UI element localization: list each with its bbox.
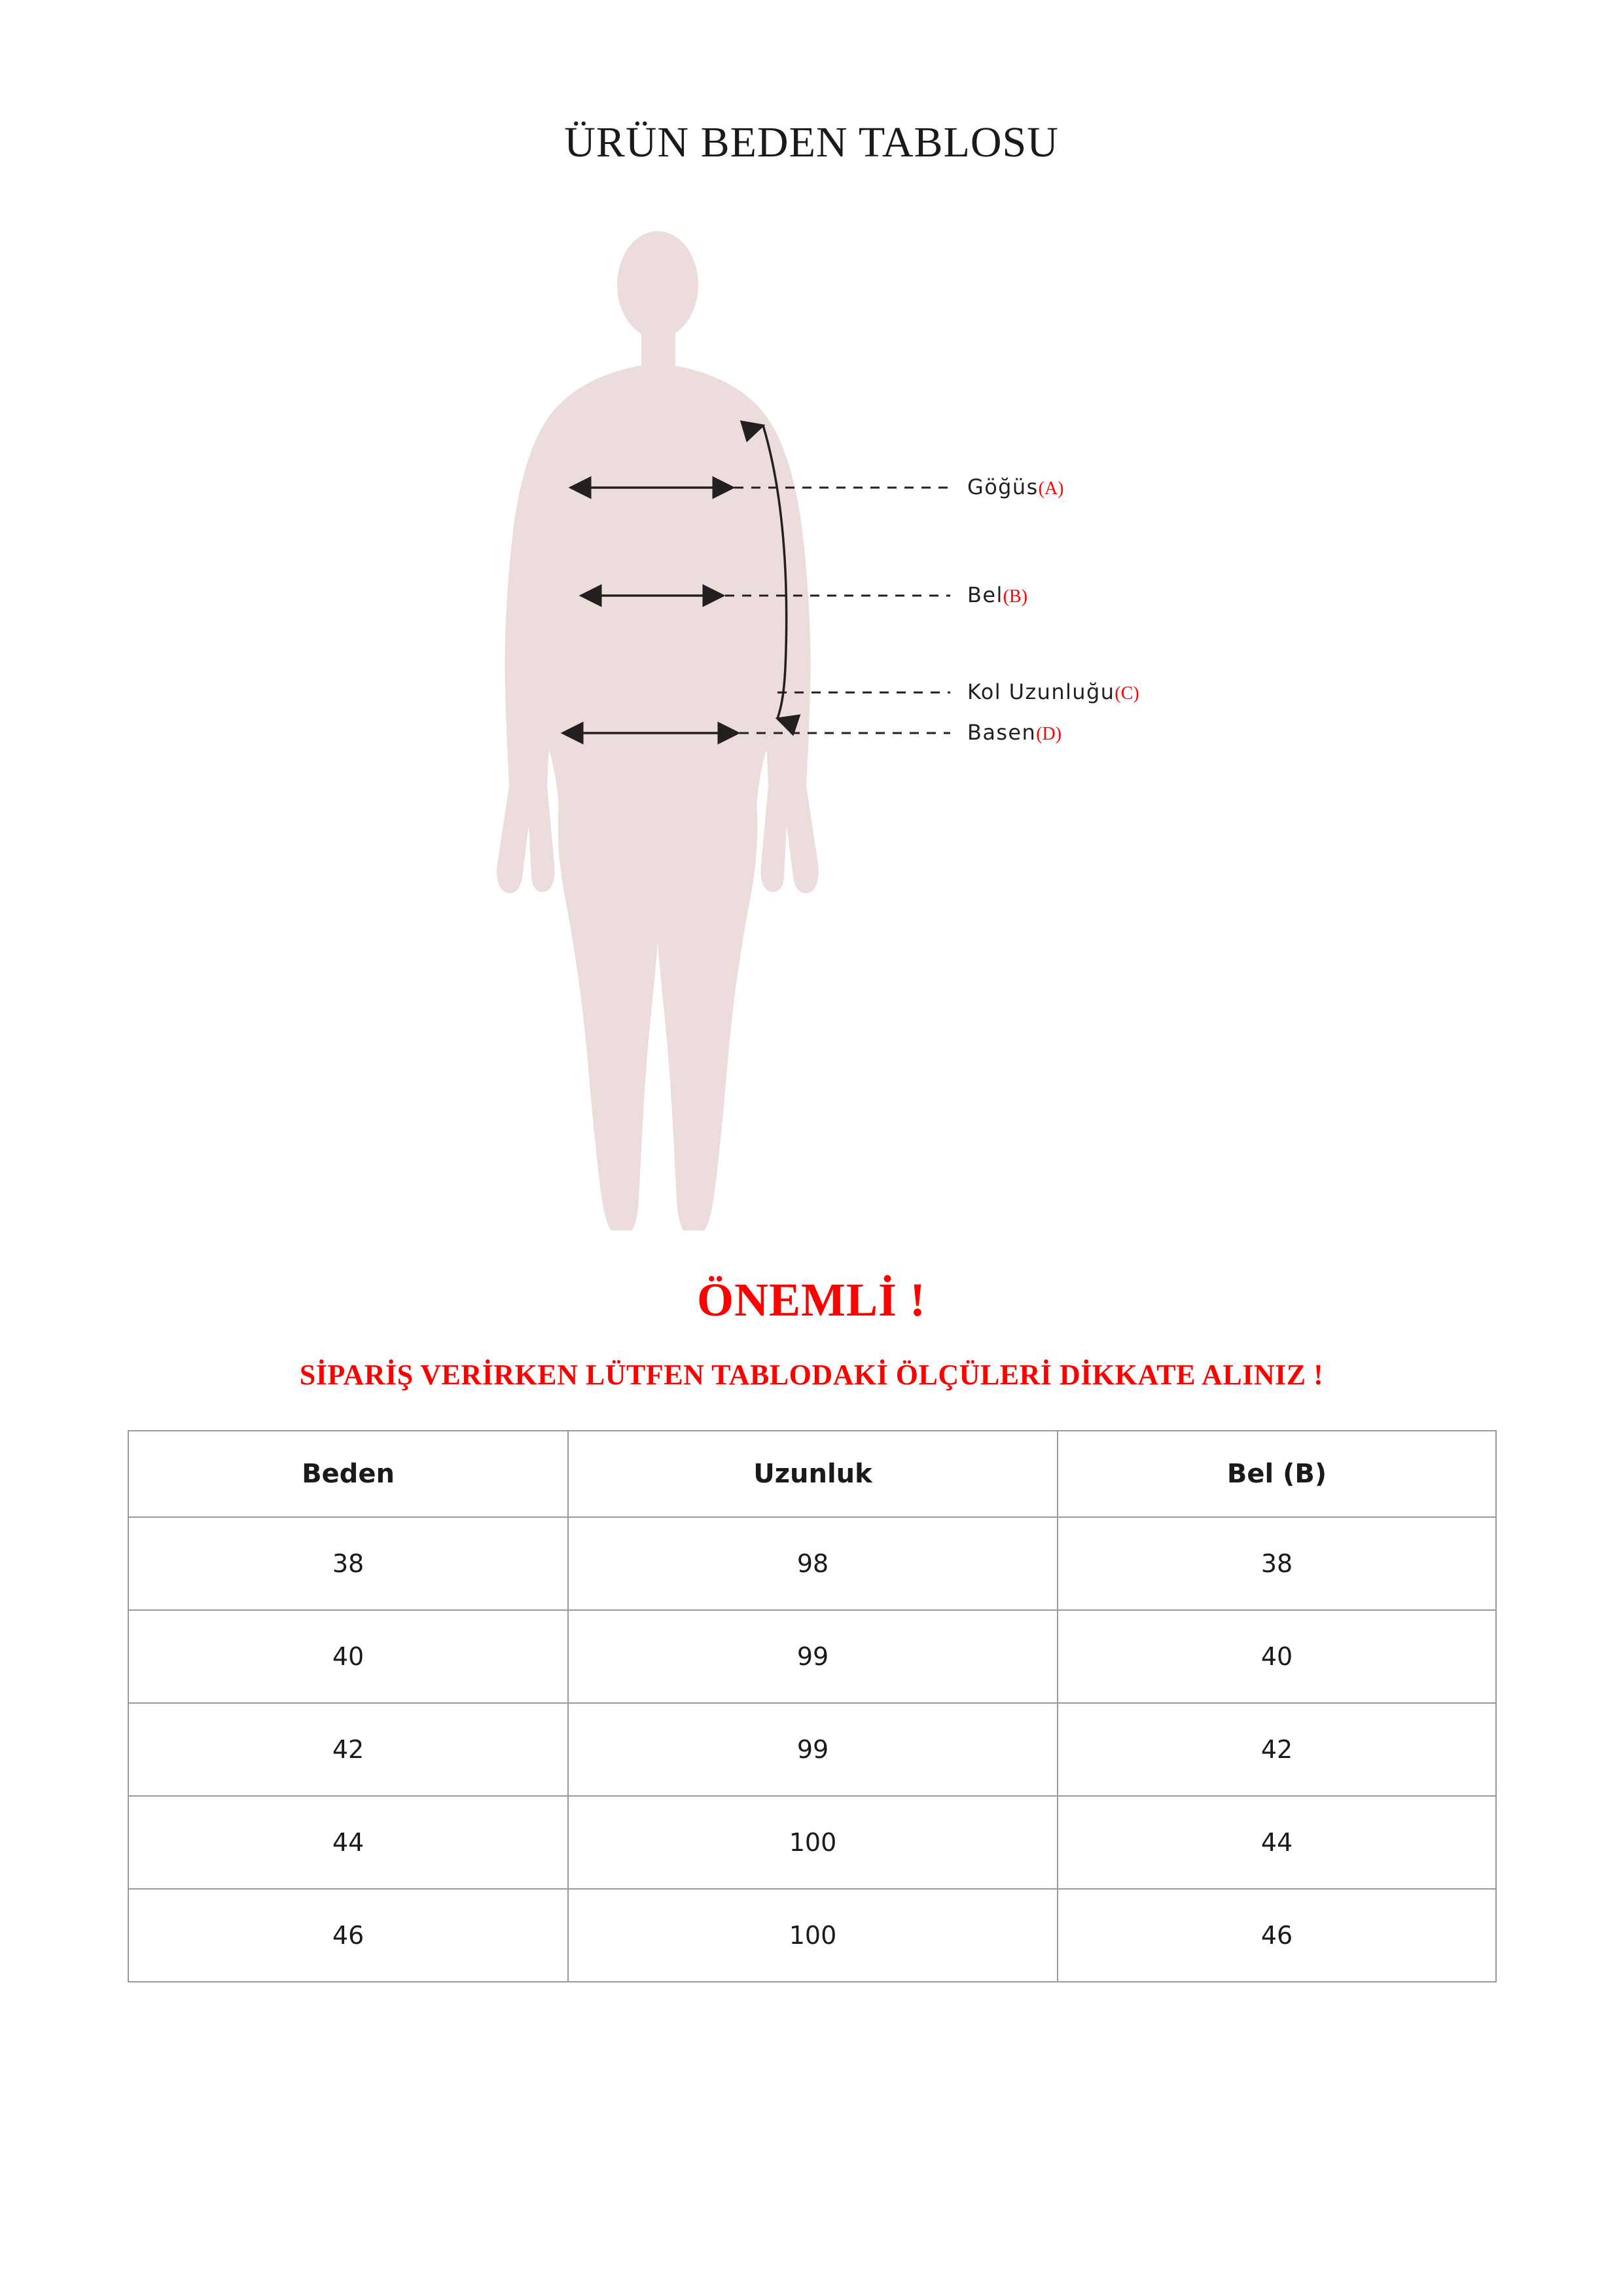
column-header-beden: Beden xyxy=(128,1431,568,1517)
label-basen-code: (D) xyxy=(1036,724,1062,744)
label-kol-uzunlugu-text: Kol Uzunluğu xyxy=(967,679,1115,704)
cell-uzunluk: 99 xyxy=(568,1703,1058,1796)
label-bel-text: Bel xyxy=(967,583,1003,607)
cell-uzunluk: 99 xyxy=(568,1610,1058,1703)
warning-headline: ÖNEMLİ ! xyxy=(697,1274,926,1326)
cell-beden: 46 xyxy=(128,1889,568,1982)
cell-bel: 40 xyxy=(1058,1610,1496,1703)
cell-bel: 38 xyxy=(1058,1517,1496,1610)
table-header-row xyxy=(128,1431,1496,1517)
table-row xyxy=(128,1517,1496,1610)
label-basen xyxy=(967,720,1061,745)
label-kol-uzunlugu xyxy=(967,679,1139,704)
label-kol-uzunlugu-code: (C) xyxy=(1115,683,1139,704)
warning-subline: SİPARİŞ VERİRKEN LÜTFEN TABLODAKİ ÖLÇÜLERİ DİKKATE ALINIZ ! xyxy=(299,1359,1324,1391)
label-gogus xyxy=(967,475,1064,499)
female-body-silhouette xyxy=(497,231,819,1230)
column-header-uzunluk: Uzunluk xyxy=(568,1431,1058,1517)
cell-beden: 42 xyxy=(128,1703,568,1796)
table-row xyxy=(128,1889,1496,1982)
label-bel-code: (B) xyxy=(1003,586,1028,607)
body-silhouette-svg xyxy=(0,209,1623,1230)
cell-beden: 40 xyxy=(128,1610,568,1703)
label-gogus-text: Göğüs xyxy=(967,475,1039,499)
cell-beden: 38 xyxy=(128,1517,568,1610)
cell-bel: 44 xyxy=(1058,1796,1496,1889)
cell-bel: 46 xyxy=(1058,1889,1496,1982)
cell-beden: 44 xyxy=(128,1796,568,1889)
cell-uzunluk: 98 xyxy=(568,1517,1058,1610)
measurement-diagram xyxy=(0,209,1623,1230)
table-row xyxy=(128,1703,1496,1796)
page-title: ÜRÜN BEDEN TABLOSU xyxy=(564,118,1059,166)
cell-uzunluk: 100 xyxy=(568,1889,1058,1982)
cell-uzunluk: 100 xyxy=(568,1796,1058,1889)
size-table xyxy=(128,1430,1497,1982)
label-basen-text: Basen xyxy=(967,720,1037,745)
table-row xyxy=(128,1610,1496,1703)
table-row xyxy=(128,1796,1496,1889)
cell-bel: 42 xyxy=(1058,1703,1496,1796)
label-bel xyxy=(967,583,1027,607)
label-gogus-code: (A) xyxy=(1038,478,1064,499)
column-header-bel: Bel (B) xyxy=(1058,1431,1496,1517)
